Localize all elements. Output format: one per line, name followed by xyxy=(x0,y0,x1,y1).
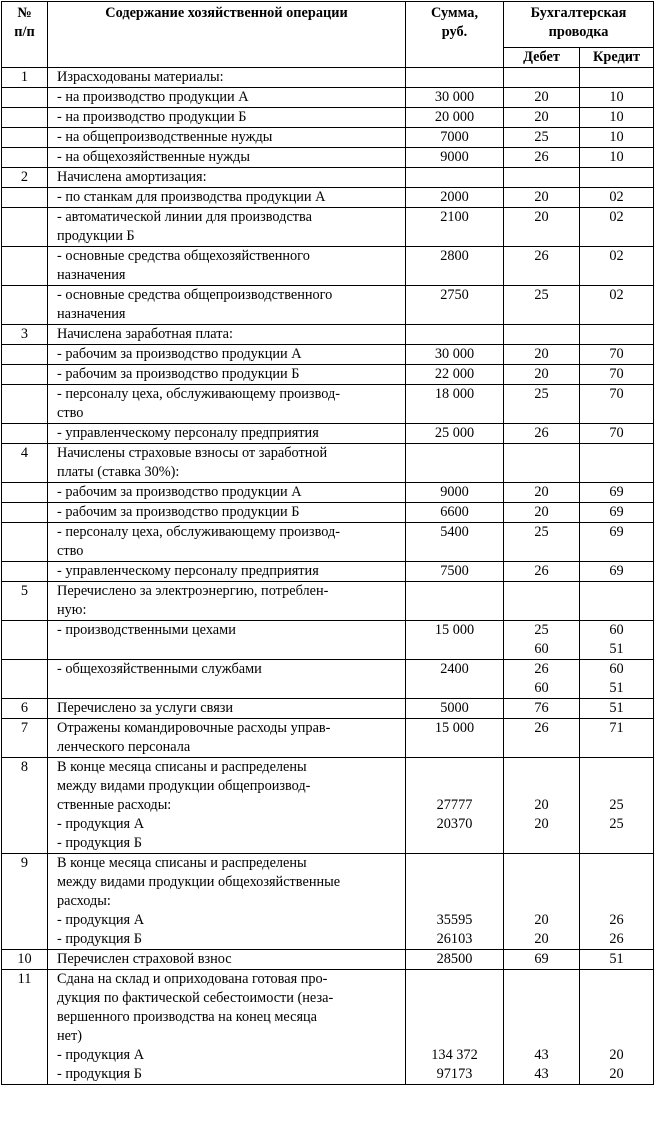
table-row xyxy=(2,247,654,286)
table-row xyxy=(2,345,654,365)
operation-description: - по станкам для производства продукции А xyxy=(48,188,406,208)
table-row xyxy=(2,621,654,660)
row-number: 5 xyxy=(2,582,48,621)
table-row xyxy=(2,188,654,208)
table-row xyxy=(2,424,654,444)
table-row xyxy=(2,365,654,385)
header-credit: Кредит xyxy=(580,48,654,68)
table-row xyxy=(2,208,654,247)
debit-account: 26 xyxy=(504,562,580,582)
operation-sum: 30 000 xyxy=(406,345,504,365)
operation-sum: 27777 20370 xyxy=(406,758,504,854)
row-number xyxy=(2,188,48,208)
row-number xyxy=(2,286,48,325)
operation-description: Перечислено за электроэнергию, потреблен- ную: xyxy=(48,582,406,621)
debit-account xyxy=(504,582,580,621)
credit-account: 71 xyxy=(580,719,654,758)
table-row xyxy=(2,854,654,950)
credit-account: 10 xyxy=(580,128,654,148)
operation-description: Сдана на склад и оприходована готовая про- дукция по фактической себестоимости (неза- вершенного производства на конец месяца нет) - продукция А - продукция Б xyxy=(48,970,406,1085)
row-number xyxy=(2,208,48,247)
debit-account: 25 60 xyxy=(504,621,580,660)
table-row xyxy=(2,325,654,345)
operation-sum: 2000 xyxy=(406,188,504,208)
credit-account: 69 xyxy=(580,523,654,562)
row-number: 10 xyxy=(2,950,48,970)
debit-account: 43 43 xyxy=(504,970,580,1085)
row-number: 8 xyxy=(2,758,48,854)
operation-description: - автоматической линии для производства продукции Б xyxy=(48,208,406,247)
debit-account: 20 xyxy=(504,88,580,108)
credit-account: 02 xyxy=(580,188,654,208)
table-row xyxy=(2,148,654,168)
operation-description: Отражены командировочные расходы управ- ленческого персонала xyxy=(48,719,406,758)
operation-sum: 18 000 xyxy=(406,385,504,424)
operation-sum xyxy=(406,68,504,88)
header-sum: Сумма, руб. xyxy=(406,2,504,68)
table-row xyxy=(2,444,654,483)
operation-sum: 30 000 xyxy=(406,88,504,108)
debit-account: 20 xyxy=(504,345,580,365)
operation-description: - персоналу цеха, обслуживающему производ- ство xyxy=(48,385,406,424)
header-number: № п/п xyxy=(2,2,48,68)
debit-account: 25 xyxy=(504,128,580,148)
operation-sum: 22 000 xyxy=(406,365,504,385)
credit-account: 60 51 xyxy=(580,621,654,660)
operation-sum xyxy=(406,444,504,483)
operation-sum: 5400 xyxy=(406,523,504,562)
row-number xyxy=(2,365,48,385)
row-number xyxy=(2,424,48,444)
debit-account: 20 20 xyxy=(504,758,580,854)
header-debit: Дебет xyxy=(504,48,580,68)
operation-sum: 15 000 xyxy=(406,621,504,660)
row-number: 11 xyxy=(2,970,48,1085)
operation-description: Израсходованы материалы: xyxy=(48,68,406,88)
debit-account: 20 xyxy=(504,208,580,247)
debit-account: 26 xyxy=(504,424,580,444)
credit-account: 10 xyxy=(580,148,654,168)
row-number xyxy=(2,503,48,523)
debit-account xyxy=(504,444,580,483)
operation-description: Начислены страховые взносы от заработной платы (ставка 30%): xyxy=(48,444,406,483)
operation-description: Перечислено за услуги связи xyxy=(48,699,406,719)
operation-sum xyxy=(406,582,504,621)
operation-description: - на производство продукции А xyxy=(48,88,406,108)
credit-account xyxy=(580,444,654,483)
operation-sum: 134 372 97173 xyxy=(406,970,504,1085)
credit-account xyxy=(580,582,654,621)
operation-description: Начислена амортизация: xyxy=(48,168,406,188)
operation-description: - основные средства общепроизводственного назначения xyxy=(48,286,406,325)
operation-description: - управленческому персоналу предприятия xyxy=(48,562,406,582)
operation-description: - на общехозяйственные нужды xyxy=(48,148,406,168)
operation-description: - рабочим за производство продукции Б xyxy=(48,365,406,385)
operation-sum: 2400 xyxy=(406,660,504,699)
row-number: 7 xyxy=(2,719,48,758)
table-row xyxy=(2,523,654,562)
debit-account: 25 xyxy=(504,523,580,562)
row-number xyxy=(2,660,48,699)
operation-sum: 2800 xyxy=(406,247,504,286)
operation-sum: 2750 xyxy=(406,286,504,325)
row-number xyxy=(2,88,48,108)
table-row xyxy=(2,950,654,970)
row-number xyxy=(2,128,48,148)
credit-account xyxy=(580,168,654,188)
row-number: 4 xyxy=(2,444,48,483)
operation-description: В конце месяца списаны и распределены между видами продукции общепроизвод- ственные расходы: - продукция А - продукция Б xyxy=(48,758,406,854)
table-row xyxy=(2,719,654,758)
debit-account: 25 xyxy=(504,385,580,424)
debit-account: 26 60 xyxy=(504,660,580,699)
row-number: 1 xyxy=(2,68,48,88)
operation-sum: 28500 xyxy=(406,950,504,970)
operation-description: Начислена заработная плата: xyxy=(48,325,406,345)
table-row xyxy=(2,88,654,108)
debit-account: 26 xyxy=(504,719,580,758)
operation-description: - на производство продукции Б xyxy=(48,108,406,128)
table-row xyxy=(2,68,654,88)
debit-account: 20 xyxy=(504,108,580,128)
credit-account: 10 xyxy=(580,108,654,128)
operation-sum: 2100 xyxy=(406,208,504,247)
table-row xyxy=(2,582,654,621)
table-row xyxy=(2,503,654,523)
table-body xyxy=(2,68,654,1085)
debit-account: 25 xyxy=(504,286,580,325)
credit-account xyxy=(580,325,654,345)
debit-account: 20 xyxy=(504,365,580,385)
credit-account: 70 xyxy=(580,345,654,365)
operation-sum: 35595 26103 xyxy=(406,854,504,950)
operation-description: - рабочим за производство продукции А xyxy=(48,483,406,503)
operation-description: В конце месяца списаны и распределены между видами продукции общехозяйственные расходы: - продукция А - продукция Б xyxy=(48,854,406,950)
operation-sum: 9000 xyxy=(406,148,504,168)
credit-account: 26 26 xyxy=(580,854,654,950)
table-row xyxy=(2,562,654,582)
operation-description: - производственными цехами xyxy=(48,621,406,660)
debit-account: 76 xyxy=(504,699,580,719)
operation-description: - рабочим за производство продукции А xyxy=(48,345,406,365)
row-number: 2 xyxy=(2,168,48,188)
credit-account xyxy=(580,68,654,88)
table-row xyxy=(2,385,654,424)
row-number xyxy=(2,385,48,424)
table-row xyxy=(2,128,654,148)
row-number: 9 xyxy=(2,854,48,950)
row-number: 3 xyxy=(2,325,48,345)
credit-account: 10 xyxy=(580,88,654,108)
operation-description: - общехозяйственными службами xyxy=(48,660,406,699)
table-row xyxy=(2,660,654,699)
row-number xyxy=(2,148,48,168)
header-content: Содержание хозяйственной операции xyxy=(48,2,406,68)
credit-account: 02 xyxy=(580,208,654,247)
credit-account: 51 xyxy=(580,950,654,970)
operation-sum: 7500 xyxy=(406,562,504,582)
operation-sum xyxy=(406,168,504,188)
credit-account: 51 xyxy=(580,699,654,719)
operations-table xyxy=(1,1,654,1085)
credit-account: 20 20 xyxy=(580,970,654,1085)
row-number xyxy=(2,108,48,128)
header-entry: Бухгалтерская проводка xyxy=(504,2,654,48)
credit-account: 25 25 xyxy=(580,758,654,854)
operation-sum: 20 000 xyxy=(406,108,504,128)
table-row xyxy=(2,108,654,128)
row-number xyxy=(2,523,48,562)
row-number xyxy=(2,621,48,660)
row-number xyxy=(2,483,48,503)
row-number xyxy=(2,247,48,286)
debit-account: 26 xyxy=(504,247,580,286)
debit-account: 20 xyxy=(504,188,580,208)
credit-account: 02 xyxy=(580,247,654,286)
operation-description: Перечислен страховой взнос xyxy=(48,950,406,970)
table-row xyxy=(2,758,654,854)
row-number: 6 xyxy=(2,699,48,719)
row-number xyxy=(2,562,48,582)
operation-sum: 25 000 xyxy=(406,424,504,444)
operation-sum: 7000 xyxy=(406,128,504,148)
operation-sum: 6600 xyxy=(406,503,504,523)
operation-description: - на общепроизводственные нужды xyxy=(48,128,406,148)
operation-description: - рабочим за производство продукции Б xyxy=(48,503,406,523)
debit-account xyxy=(504,325,580,345)
debit-account xyxy=(504,168,580,188)
operation-description: - управленческому персоналу предприятия xyxy=(48,424,406,444)
debit-account: 20 xyxy=(504,483,580,503)
table-row xyxy=(2,483,654,503)
operation-description: - основные средства общехозяйственного назначения xyxy=(48,247,406,286)
table-row xyxy=(2,699,654,719)
operation-sum: 5000 xyxy=(406,699,504,719)
credit-account: 69 xyxy=(580,562,654,582)
table-row xyxy=(2,168,654,188)
operation-sum: 15 000 xyxy=(406,719,504,758)
credit-account: 69 xyxy=(580,503,654,523)
credit-account: 60 51 xyxy=(580,660,654,699)
debit-account xyxy=(504,68,580,88)
credit-account: 69 xyxy=(580,483,654,503)
table-row xyxy=(2,970,654,1085)
operation-description: - персоналу цеха, обслуживающему производ- ство xyxy=(48,523,406,562)
credit-account: 70 xyxy=(580,424,654,444)
operation-sum xyxy=(406,325,504,345)
credit-account: 70 xyxy=(580,365,654,385)
row-number xyxy=(2,345,48,365)
table-row xyxy=(2,286,654,325)
operation-sum: 9000 xyxy=(406,483,504,503)
debit-account: 20 20 xyxy=(504,854,580,950)
debit-account: 20 xyxy=(504,503,580,523)
debit-account: 69 xyxy=(504,950,580,970)
debit-account: 26 xyxy=(504,148,580,168)
credit-account: 02 xyxy=(580,286,654,325)
credit-account: 70 xyxy=(580,385,654,424)
